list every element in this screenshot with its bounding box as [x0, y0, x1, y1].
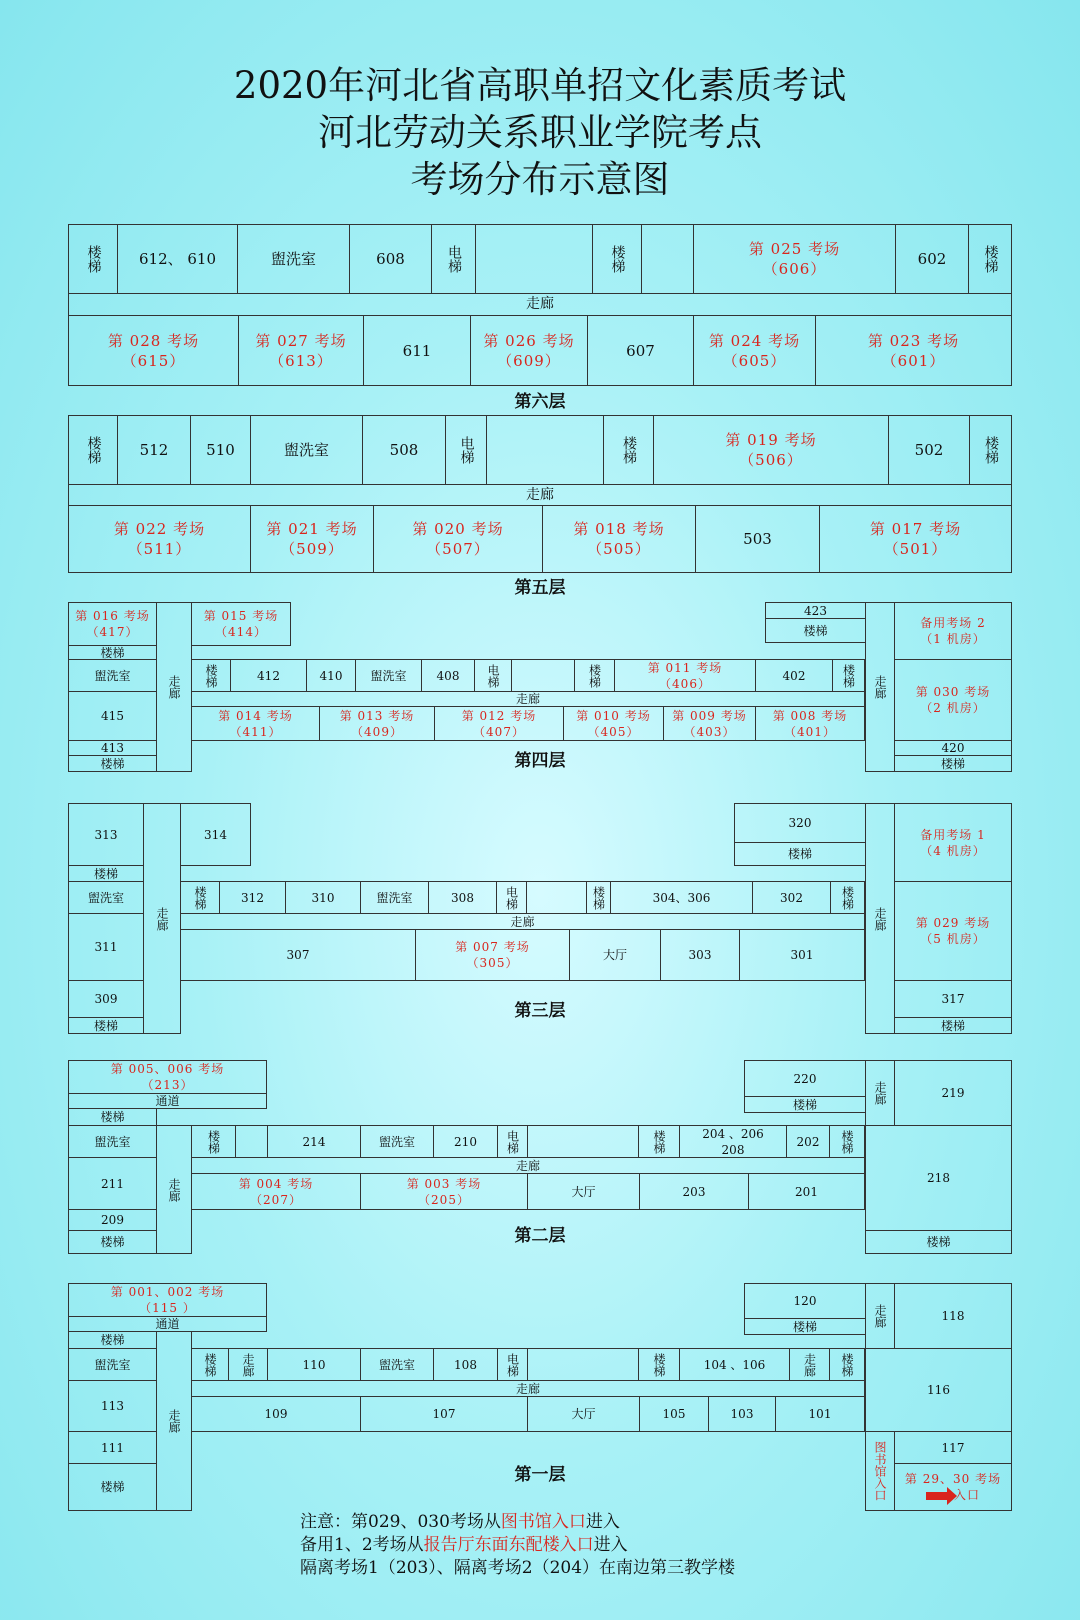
exam-name: 第 001、002 考场: [110, 1285, 225, 1299]
room-423: 423: [765, 602, 866, 619]
stairs: 楼梯: [68, 1230, 157, 1254]
exam-room-number: （305）: [466, 956, 519, 970]
stairs: 楼梯: [68, 1463, 157, 1511]
room-503: 503: [695, 505, 820, 573]
exam-room-021: [250, 505, 374, 573]
title-line-1: 2020年河北省高职单招文化素质考试: [233, 64, 847, 107]
exam-name: 第 003 考场: [406, 1176, 482, 1191]
stairs: 楼梯: [894, 755, 1012, 772]
washroom: 盥洗室: [355, 659, 422, 692]
exam-room-number: （417）: [86, 625, 139, 639]
room-303: 303: [660, 929, 740, 981]
stairs: 楼梯: [734, 842, 866, 866]
exam-name: 第 004 考场: [238, 1176, 314, 1191]
room-209: 209: [68, 1209, 157, 1231]
exam-room-number: （1 机房）: [920, 632, 986, 646]
corridor: 走廊: [865, 1283, 895, 1349]
exam-name: 第 009 考场: [672, 708, 747, 723]
exam-room-023: [815, 315, 1012, 386]
floor-label: 第一层: [514, 1465, 566, 1485]
exam-room-024: [693, 315, 816, 386]
exam-room-number: （4 机房）: [920, 843, 986, 858]
stairs: 楼梯: [638, 1125, 680, 1158]
stairs: 楼梯: [68, 645, 157, 660]
room-420: 420: [894, 740, 1012, 756]
exam-room-015: [191, 602, 291, 646]
exam-name: 第 012 考场: [461, 708, 537, 723]
stairs: 楼梯: [191, 1348, 229, 1381]
exam-room-number: （405）: [587, 724, 640, 739]
corridor: 走廊: [191, 691, 865, 707]
exam-name: 第 016 考场: [75, 609, 150, 623]
stairs: 楼梯: [592, 224, 642, 294]
room-302: 302: [752, 881, 831, 914]
room-116: 116: [865, 1348, 1012, 1432]
note-highlight: 图书馆入口: [500, 1512, 586, 1532]
corridor: 走廊: [143, 803, 181, 1034]
corridor: 走廊: [191, 1157, 865, 1174]
exam-room-012: [434, 706, 564, 741]
spare-exam-room-2: [894, 602, 1012, 660]
exam-room-007: [415, 929, 570, 981]
stairs: 楼梯: [603, 415, 654, 485]
exam-name: 第 026 考场: [483, 331, 575, 350]
exam-room-number: （409）: [351, 724, 403, 739]
room-608: 608: [349, 224, 432, 294]
room-202: 202: [786, 1125, 830, 1158]
room-317: 317: [894, 980, 1012, 1018]
stairs: 楼梯: [68, 224, 118, 294]
room-218: 218: [865, 1125, 1012, 1231]
exam-room-026: [470, 315, 588, 386]
room-203: 203: [639, 1173, 749, 1210]
exam-room-number: （507）: [426, 540, 490, 558]
exam-room-number: （403）: [683, 724, 736, 739]
room-612-610: 612、 610: [117, 224, 238, 294]
stairs: 楼梯: [574, 659, 615, 692]
room-402: 402: [755, 659, 833, 692]
room-607: 607: [587, 315, 694, 386]
room-510: 510: [190, 415, 251, 485]
exam-name: 第 013 考场: [339, 708, 415, 723]
exam-room-005-006: [68, 1060, 267, 1094]
exam-room-029: [894, 881, 1012, 981]
room-502: 502: [888, 415, 970, 485]
exam-room-022: [68, 505, 251, 573]
exam-room-number: （5 机房）: [920, 932, 986, 946]
corridor: 走廊: [156, 1331, 192, 1511]
note-text: 进入: [585, 1512, 620, 1532]
corridor: 走廊: [68, 484, 1012, 506]
stairs: 楼梯: [191, 659, 231, 692]
exam-name: 第 023 考场: [867, 331, 960, 350]
note-highlight: 报告厅东面东配楼入口: [423, 1535, 594, 1555]
room-108: 108: [433, 1348, 498, 1381]
stairs: 楼梯: [829, 1348, 865, 1381]
hall: 大厅: [527, 1173, 640, 1210]
room-204-206: 204 、206: [702, 1126, 764, 1141]
washroom: 盥洗室: [360, 881, 429, 914]
room-313: 313: [68, 803, 144, 866]
exam-name: 备用考场 1: [920, 827, 986, 842]
corridor: 走廊: [68, 293, 1012, 316]
exam-name: 第 008 考场: [772, 708, 848, 723]
elevator: 电梯: [474, 659, 512, 692]
exam-room-number: （511）: [127, 540, 192, 558]
blank-room: [486, 415, 604, 485]
floor-label: 第六层: [514, 392, 566, 412]
blank-room: [641, 224, 694, 294]
title-line-2: 河北劳动关系职业学院考点: [318, 111, 762, 154]
exam-room-number: （213）: [141, 1078, 194, 1092]
library-entrance: 图书馆入口: [865, 1431, 895, 1511]
exam-name: 第 005、006 考场: [110, 1062, 225, 1076]
blank-room: [235, 1125, 268, 1158]
exam-name: 第 019 考场: [725, 431, 817, 449]
blank-room: [511, 659, 575, 692]
room-320: 320: [734, 803, 866, 843]
exam-room-027: [238, 315, 364, 386]
corridor: 走廊: [156, 1125, 192, 1254]
exam-room-014: [191, 706, 320, 741]
exam-room-004: [191, 1173, 361, 1210]
room-101: 101: [775, 1396, 865, 1432]
room-110: 110: [267, 1348, 361, 1381]
room-415: 415: [68, 691, 157, 741]
exam-name: 第 017 考场: [869, 520, 962, 538]
exam-name: 第 021 考场: [266, 520, 358, 538]
note-text: 进入: [593, 1535, 628, 1555]
exam-name: 第 015 考场: [203, 609, 279, 623]
exam-name: 第 018 考场: [573, 520, 665, 538]
room-304-306: 304、306: [610, 881, 753, 914]
exam-room-010: [563, 706, 664, 741]
exam-room-number: （207）: [250, 1192, 302, 1207]
stairs: 楼梯: [969, 415, 1012, 485]
stairs: 楼梯: [830, 881, 865, 914]
elevator: 电梯: [497, 1348, 528, 1381]
stairs: 楼梯: [744, 1318, 866, 1335]
room-120: 120: [744, 1283, 866, 1319]
room-314: 314: [180, 803, 251, 866]
entrance-label: 入口: [953, 1488, 980, 1502]
room-204-206-208: [679, 1125, 787, 1158]
stairs: 楼梯: [968, 224, 1012, 294]
room-408: 408: [421, 659, 475, 692]
note-1: [300, 1511, 620, 1533]
exam-name: 第 025 考场: [748, 240, 841, 258]
exam-room-003: [360, 1173, 528, 1210]
washroom: 盥洗室: [68, 881, 144, 914]
room-413: 413: [68, 740, 157, 756]
exam-room-number: （205）: [418, 1192, 470, 1207]
exam-room-29-30-entrance: [894, 1463, 1012, 1511]
elevator: 电梯: [445, 415, 487, 485]
passage: 通道: [68, 1093, 267, 1109]
floor-label: 第三层: [514, 1001, 566, 1021]
room-602: 602: [895, 224, 969, 294]
exam-room-number: （414）: [215, 625, 267, 639]
blank-room: [527, 1348, 639, 1381]
exam-name: 第 028 考场: [107, 331, 200, 350]
exam-name: 备用考场 2: [920, 616, 986, 630]
exam-name: 第 014 考场: [218, 708, 293, 723]
corridor: 走廊: [228, 1348, 268, 1381]
room-309: 309: [68, 980, 144, 1018]
room-308: 308: [428, 881, 497, 914]
floor-label: 第二层: [514, 1226, 566, 1246]
exam-room-number: （601）: [881, 351, 946, 370]
exam-room-016: [68, 602, 157, 646]
exam-room-number: （605）: [722, 351, 787, 370]
exam-room-number: （401）: [784, 724, 836, 739]
room-508: 508: [362, 415, 446, 485]
stairs: 楼梯: [68, 1017, 144, 1034]
floor-label: 第四层: [514, 751, 566, 771]
exam-name: 第 024 考场: [708, 331, 801, 350]
exam-room-017: [819, 505, 1012, 573]
exam-name: 第 027 考场: [255, 331, 347, 350]
exam-room-009: [663, 706, 756, 741]
room-211: 211: [68, 1157, 157, 1210]
note-text: 注意：第029、030考场从: [300, 1512, 501, 1532]
washroom: 盥洗室: [68, 1348, 157, 1381]
stairs: 楼梯: [894, 1017, 1012, 1034]
exam-name: 第 022 考场: [113, 520, 206, 538]
stairs: 楼梯: [638, 1348, 680, 1381]
exam-room-number: （411）: [229, 724, 282, 739]
stairs: 楼梯: [832, 659, 865, 692]
blank-room: [527, 1125, 639, 1158]
elevator: 电梯: [431, 224, 476, 294]
stairs: 楼梯: [865, 1230, 1012, 1254]
stairs: 楼梯: [68, 755, 157, 772]
stairs: 楼梯: [180, 881, 220, 914]
exam-room-number: （506）: [739, 451, 803, 469]
blank-room: [526, 881, 587, 914]
room-307: 307: [180, 929, 416, 981]
exam-name: 第 011 考场: [647, 660, 723, 675]
room-310: 310: [285, 881, 361, 914]
room-210: 210: [433, 1125, 498, 1158]
exam-room-011: [614, 659, 756, 692]
room-113: 113: [68, 1380, 157, 1432]
arrow-right-icon: [926, 1492, 948, 1500]
room-107: 107: [360, 1396, 528, 1432]
exam-room-number: （509）: [280, 540, 344, 558]
title-line-3: 考场分布示意图: [410, 158, 670, 201]
exam-name: 第 29、30 考场: [904, 1472, 1002, 1486]
exam-room-number: （406）: [659, 676, 711, 691]
exam-room-020: [373, 505, 543, 573]
exam-room-number: （115 ）: [139, 1301, 196, 1315]
stairs: 楼梯: [829, 1125, 865, 1158]
room-111: 111: [68, 1431, 157, 1464]
room-118: 118: [894, 1283, 1012, 1349]
washroom: 盥洗室: [68, 1125, 157, 1158]
room-220: 220: [744, 1060, 866, 1097]
hall: 大厅: [569, 929, 661, 981]
washroom: 盥洗室: [360, 1348, 434, 1381]
corridor: 走廊: [865, 1060, 895, 1126]
stairs: 楼梯: [68, 1331, 157, 1349]
corridor: 走廊: [191, 1380, 865, 1397]
room-109: 109: [191, 1396, 361, 1432]
passage: 通道: [68, 1316, 267, 1332]
room-312: 312: [219, 881, 286, 914]
exam-room-008: [755, 706, 865, 741]
exam-name: 第 007 考场: [455, 940, 530, 954]
exam-room-number: （407）: [473, 724, 525, 739]
washroom: 盥洗室: [360, 1125, 434, 1158]
stairs: 楼梯: [68, 865, 144, 882]
stairs: 楼梯: [586, 881, 611, 914]
exam-room-number: （613）: [269, 351, 333, 370]
exam-room-025: [693, 224, 896, 294]
exam-room-001-002: [68, 1283, 267, 1317]
stairs: 楼梯: [68, 415, 118, 485]
exam-name: 第 020 考场: [412, 520, 504, 538]
room-104-106: 104 、106: [679, 1348, 790, 1381]
note-text: 备用1、2考场从: [300, 1535, 424, 1555]
room-301: 301: [739, 929, 865, 981]
room-412: 412: [230, 659, 307, 692]
stairs: 楼梯: [191, 1125, 236, 1158]
note-3: 隔离考场1（203）、隔离考场2（204）在南边第三教学楼: [300, 1558, 736, 1578]
washroom: 盥洗室: [250, 415, 363, 485]
exam-room-number: （501）: [883, 540, 948, 558]
corridor: 走廊: [156, 602, 192, 772]
elevator: 电梯: [497, 1125, 528, 1158]
hall: 大厅: [527, 1396, 640, 1432]
corridor: 走廊: [180, 913, 865, 930]
exam-room-013: [319, 706, 435, 741]
exam-room-number: （606）: [762, 260, 827, 278]
stairs: 楼梯: [68, 1108, 157, 1126]
spare-exam-room-1: [894, 803, 1012, 882]
exam-room-number: （505）: [587, 540, 651, 558]
floor-label: 第五层: [514, 578, 566, 598]
exam-room-028: [68, 315, 239, 386]
exam-name: 第 030 考场: [915, 685, 991, 699]
exam-name: 第 010 考场: [576, 708, 651, 723]
corridor: 走廊: [865, 803, 895, 1034]
room-512: 512: [117, 415, 191, 485]
blank-room: [475, 224, 593, 294]
stairs: 楼梯: [744, 1096, 866, 1113]
exam-room-018: [542, 505, 696, 573]
room-208: 208: [721, 1142, 745, 1157]
exam-room-number: （615）: [121, 351, 186, 370]
room-201: 201: [748, 1173, 865, 1210]
room-410: 410: [306, 659, 356, 692]
room-117: 117: [894, 1431, 1012, 1464]
elevator: 电梯: [496, 881, 527, 914]
exam-room-030: [894, 659, 1012, 741]
note-2: [300, 1534, 628, 1556]
corridor: 走廊: [865, 602, 895, 772]
room-219: 219: [894, 1060, 1012, 1126]
room-214: 214: [267, 1125, 361, 1158]
exam-room-number: （609）: [497, 351, 561, 370]
stairs: 楼梯: [765, 618, 866, 643]
washroom: 盥洗室: [237, 224, 350, 294]
exam-name: 第 029 考场: [915, 916, 991, 930]
room-311: 311: [68, 913, 144, 981]
washroom: 盥洗室: [68, 659, 157, 692]
room-611: 611: [363, 315, 471, 386]
exam-room-019: [653, 415, 889, 485]
corridor: 走廊: [789, 1348, 830, 1381]
exam-room-number: （2 机房）: [920, 701, 986, 715]
room-103: 103: [708, 1396, 776, 1432]
room-105: 105: [639, 1396, 709, 1432]
